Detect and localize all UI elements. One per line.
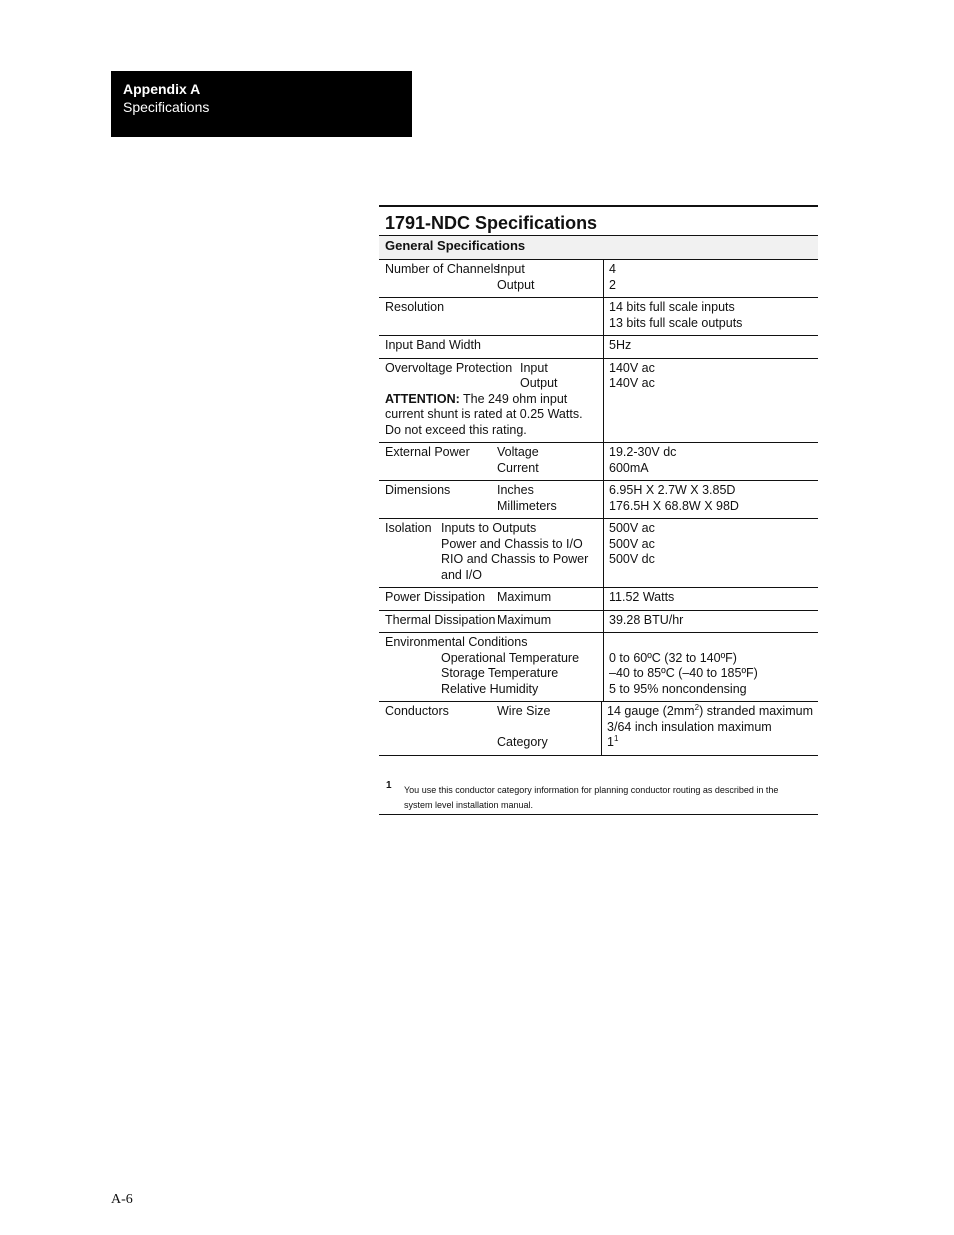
appendix-header [111,71,412,137]
row-sublabel: Input [520,360,548,375]
row-sublabel: Storage Temperature [441,666,559,680]
row-value: 140V ac [609,376,655,390]
spec-title: 1791-NDC Specifications [379,205,818,235]
row-sublabel: Inputs to Outputs [441,521,537,535]
appendix-label: Appendix A [123,81,201,97]
row-label: External Power [385,445,470,459]
table-row [379,259,818,297]
appendix-subtitle: Specifications [123,99,210,115]
table-row [379,358,818,443]
row-value: 2 [609,277,616,292]
section-heading: General Specifications [379,235,818,259]
row-label-cell [379,633,604,701]
row-sublabel: Operational Temperature [441,650,580,665]
table-row [379,442,818,480]
row-label-cell [379,260,604,297]
spec-table [379,205,818,756]
row-value-cell [604,298,818,335]
row-sublabel: Voltage [497,445,539,459]
table-row [379,480,818,518]
row-value: 19.2-30V dc [609,445,677,459]
row-value: 3/64 inch insulation maximum [607,719,772,734]
row-value: 176.5H X 68.8W X 98D [609,498,739,513]
row-value: 6.95H X 2.7W X 3.85D [609,483,736,497]
row-label-cell [379,611,604,633]
row-label: Thermal Dissipation [385,612,496,627]
footnote-reference: 1 [614,733,619,743]
row-value: 39.28 BTU/hr [609,612,684,627]
row-value: 500V ac [609,536,655,551]
row-sublabel: and I/O [441,567,482,582]
row-value-cell [602,702,818,755]
row-value: 11.52 Watts [609,590,675,604]
row-sublabel: Input [497,262,525,276]
row-value-cell [604,336,818,358]
table-row [379,297,818,335]
row-value-cell [604,588,818,610]
footnote-text: You use this conductor category information for planning conductor routing as described in the system level installation manual. [404,785,779,810]
row-value-cell [604,519,818,587]
row-value-cell [604,481,818,518]
value-part: 14 gauge (2mm [607,704,695,718]
row-label-cell [379,588,604,610]
table-row [379,518,818,587]
row-label-cell [379,359,604,443]
row-label: Number of Channels [385,262,500,276]
row-label: Environmental Conditions [385,635,528,649]
row-value-cell [604,611,818,633]
row-sublabel: Output [520,376,558,390]
row-label: Overvoltage Protection [385,360,513,375]
row-label: Isolation [385,521,432,535]
row-value: 600mA [609,460,649,475]
footnote-mark: 1 [386,780,392,791]
row-value: 5Hz [609,338,632,352]
table-row [379,587,818,610]
table-row [379,632,818,701]
row-value-cell [604,359,818,443]
row-sublabel: Maximum [497,612,552,627]
row-value [607,735,813,751]
row-sublabel: Output [497,277,535,292]
value-part: ) stranded maximum [699,704,813,718]
row-value: 14 bits full scale inputs [609,300,735,314]
row-value: 5 to 95% noncondensing [609,681,747,696]
page-number: A-6 [111,1192,133,1207]
row-value: 500V dc [609,552,655,566]
row-value-cell [604,633,818,701]
row-label: Resolution [385,300,445,314]
row-label-cell [379,481,604,518]
row-sublabel: RIO and Chassis to Power [441,552,589,566]
row-value: 0 to 60ºC (32 to 140ºF) [609,650,737,665]
row-value: 13 bits full scale outputs [609,315,743,330]
row-sublabel: Inches [497,483,534,497]
row-value: 4 [609,262,616,276]
row-value [607,704,813,720]
row-sublabel: Maximum [497,590,552,604]
row-sublabel: Category [497,735,548,749]
table-row [379,610,818,633]
attention-note [385,392,597,439]
attention-text: The 249 ohm input current shunt is rated at 0.25 Watts. Do not exceed this rating. [385,391,583,437]
row-value-cell [604,443,818,480]
row-value: 140V ac [609,360,655,375]
row-label-cell [379,298,604,335]
row-sublabel: Power and Chassis to I/O [441,536,583,551]
row-value: 500V ac [609,521,655,535]
attention-label: ATTENTION: [385,391,460,406]
footnote [379,778,818,815]
row-label-cell [379,336,604,358]
table-row [379,335,818,358]
row-label-cell [379,443,604,480]
row-label-cell [379,519,604,587]
table-row [379,701,818,756]
row-label-cell [379,702,602,755]
row-value-cell [604,260,818,297]
row-sublabel: Wire Size [497,704,551,718]
value-part: 1 [607,735,614,749]
row-value: –40 to 85ºC (–40 to 185ºF) [609,666,758,680]
row-label: Power Dissipation [385,590,486,604]
row-sublabel: Current [497,460,539,475]
row-label: Dimensions [385,483,451,497]
superscript: 2 [694,702,700,712]
row-sublabel: Relative Humidity [441,681,539,696]
row-label: Input Band Width [385,338,481,352]
row-sublabel: Millimeters [497,498,557,513]
row-label: Conductors [385,704,449,718]
